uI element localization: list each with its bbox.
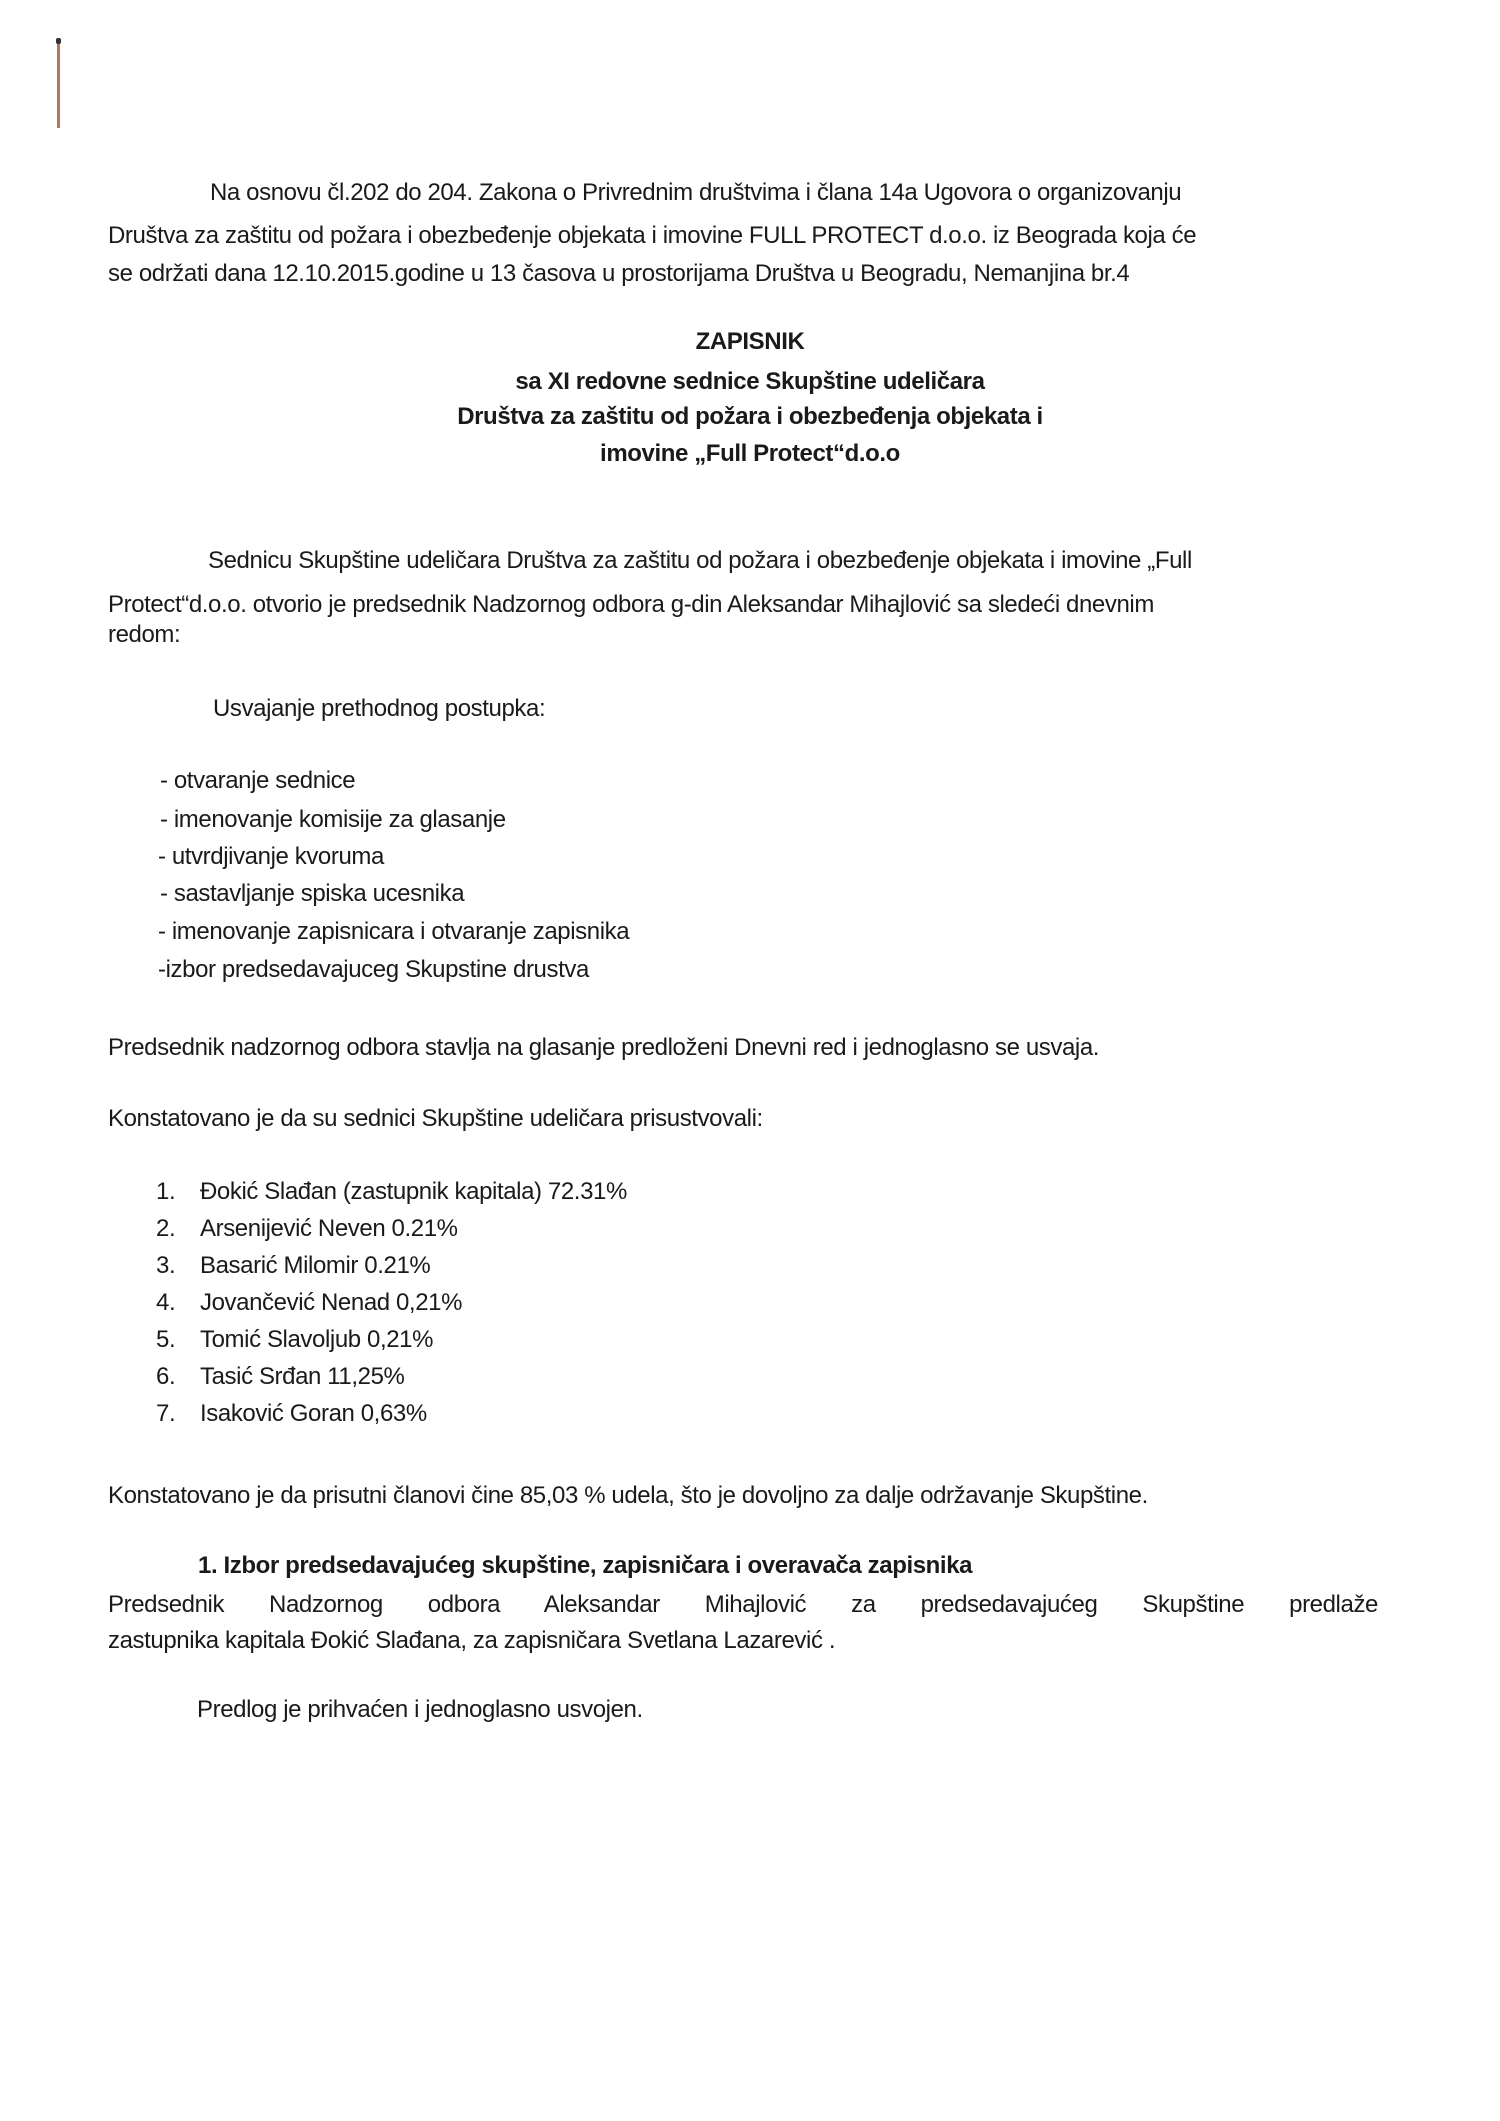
section-line: zastupnika kapitala Đokić Slađana, za zapisničara Svetlana Lazarević . [108,1627,836,1654]
title-line: imovine „Full Protect“d.o.o [600,440,900,467]
section-result: Predlog je prihvaćen i jednoglasno usvojen. [197,1696,643,1723]
attendee-text: Isaković Goran 0,63% [200,1400,427,1427]
vote-text: Predsednik nadzornog odbora stavlja na glasanje predloženi Dnevni red i jednoglasno se usvaja. [108,1034,1100,1061]
attendee-text: Tomić Slavoljub 0,21% [200,1326,434,1353]
intro-line: Na osnovu čl.202 do 204. Zakona o Privrednim društvima i člana 14a Ugovora o organizovanju [210,179,1182,206]
attendee-item [156,1325,433,1355]
attendance-intro: Konstatovano je da su sednici Skupštine udeličara prisustvovali: [108,1105,763,1132]
title-heading: ZAPISNIK [695,328,805,355]
attendee-number: 6. [156,1363,176,1390]
attendee-text: Arsenijević Neven 0.21% [200,1215,458,1242]
intro-line: se održati dana 12.10.2015.godine u 13 časova u prostorijama Društva u Beogradu, Nemanjina br.4 [108,260,1130,287]
attendee-number: 4. [156,1289,176,1316]
opening-line: redom: [108,621,181,648]
agenda-item: - utvrdjivanje kvoruma [158,843,384,870]
attendee-number: 5. [156,1326,176,1353]
title-line: sa XI redovne sednice Skupštine udeličara [515,368,985,395]
agenda-item: - sastavljanje spiska ucesnika [160,880,465,907]
attendee-item [156,1214,458,1244]
attendee-item [156,1251,430,1281]
attendee-text: Basarić Milomir 0.21% [200,1252,431,1279]
margin-mark [57,42,60,128]
title-line: Društva za zaštitu od požara i obezbeđenja objekata i [457,403,1043,430]
attendee-item [156,1177,627,1207]
intro-line: Društva za zaštitu od požara i obezbeđenje objekata i imovine FULL PROTECT d.o.o. iz Beograda koja će [108,222,1197,249]
quorum-text: Konstatovano je da prisutni članovi čine 85,03 % udela, što je dovoljno za dalje održavanje Skupštine. [108,1482,1148,1509]
attendee-number: 7. [156,1400,176,1427]
opening-line: Sednicu Skupštine udeličara Društva za zaštitu od požara i obezbeđenje objekata i imovine „Full [208,547,1192,574]
section-line: Predsednik Nadzornog odbora Aleksandar Mihajlović za predsedavajućeg Skupštine predlaže [108,1591,1378,1618]
attendee-number: 1. [156,1178,176,1205]
attendee-text: Tasić Srđan 11,25% [200,1363,405,1390]
agenda-intro: Usvajanje prethodnog postupka: [213,695,546,722]
attendee-number: 2. [156,1215,176,1242]
attendee-number: 3. [156,1252,176,1279]
agenda-item: - imenovanje komisije za glasanje [160,806,506,833]
agenda-item: -izbor predsedavajuceg Skupstine drustva [158,956,589,983]
section-heading: 1. Izbor predsedavajućeg skupštine, zapisničara i overavača zapisnika [198,1552,973,1579]
attendee-text: Jovančević Nenad 0,21% [200,1289,463,1316]
agenda-item: - imenovanje zapisnicara i otvaranje zapisnika [158,918,630,945]
agenda-item: - otvaranje sednice [160,767,356,794]
opening-line: Protect“d.o.o. otvorio je predsednik Nadzornog odbora g-din Aleksandar Mihajlović sa sledeći dnevnim [108,591,1154,618]
attendee-text: Đokić Slađan (zastupnik kapitala) 72.31% [200,1178,627,1205]
attendee-item [156,1399,427,1429]
attendee-item [156,1362,404,1392]
attendee-item [156,1288,462,1318]
